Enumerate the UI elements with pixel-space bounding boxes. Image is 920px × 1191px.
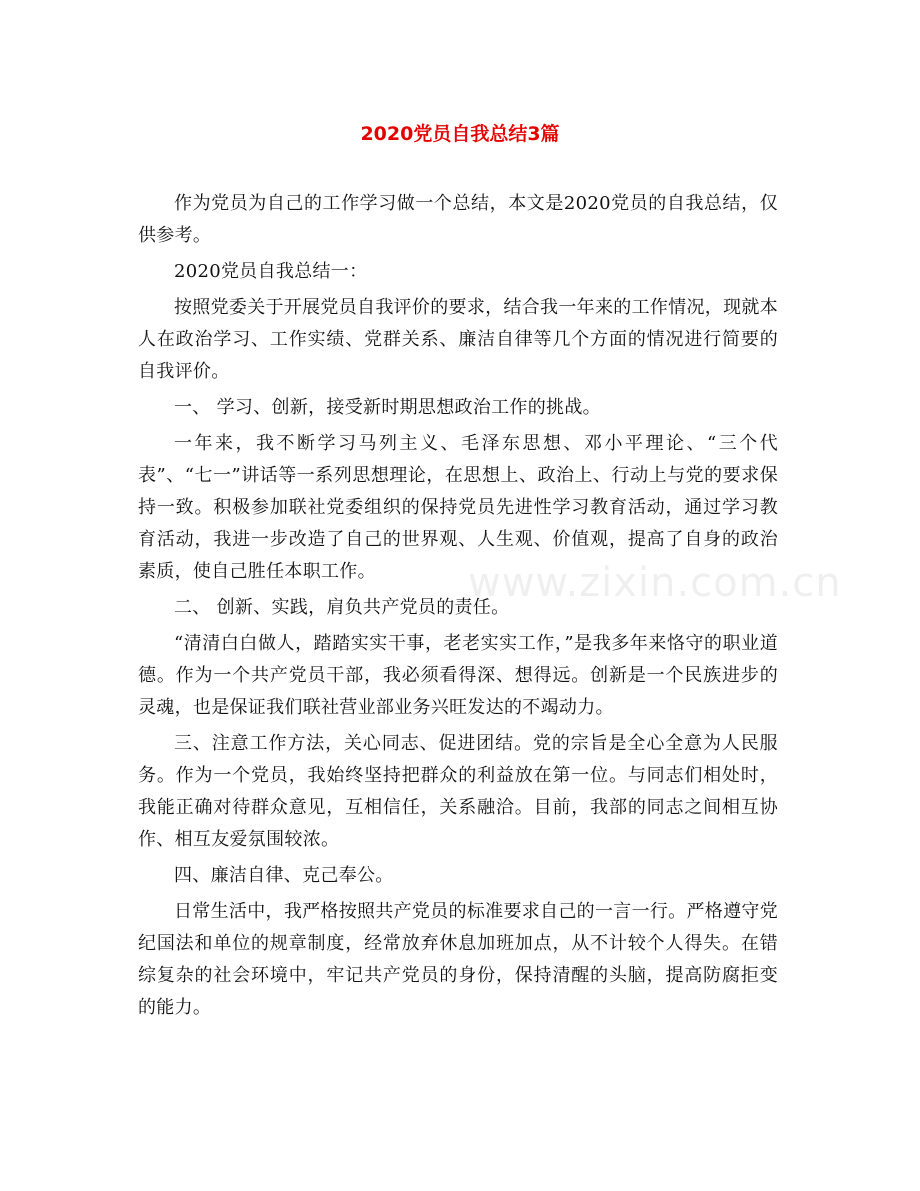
watermark-text: www.zixin.com.cn xyxy=(468,560,842,606)
paragraph-section-heading: 2020党员自我总结一： xyxy=(174,261,368,282)
paragraph-intro: 作为党员为自己的工作学习做一个总结，本文是2020党员的自我总结，仅供参考。 xyxy=(138,193,778,246)
paragraph-point-1-heading: 一、 学习、创新，接受新时期思想政治工作的挑战。 xyxy=(174,397,601,418)
paragraph-point-4-heading: 四、廉洁自律、克己奉公。 xyxy=(174,865,394,886)
document-title: 2020党员自我总结3篇 xyxy=(360,123,560,145)
paragraph-point-4-body: 日常生活中，我严格按照共产党员的标准要求自己的一言一行。严格遵守党纪国法和单位的规章制度，经常放弃休息加班加点，从不计较个人得失。在错综复杂的社会环境中，牢记共产党员的身份，保持清醒的头脑，提高防腐拒变的能力。 xyxy=(138,901,778,1018)
paragraph-point-3: 三、注意工作方法，关心同志、促进团结。党的宗旨是全心全意为人民服务。作为一个党员，我始终坚持把群众的利益放在第一位。与同志们相处时，我能正确对待群众意见，互相信任，关系融洽。目前，我部的同志之间相互协作、相互友爱氛围较浓。 xyxy=(138,733,778,850)
paragraph-point-1-body: 一年来，我不断学习马列主义、毛泽东思想、邓小平理论、“三个代表”、“七一”讲话等一系列思想理论，在思想上、政治上、行动上与党的要求保持一致。积极参加联社党委组织的保持党员先进性学习教育活动，通过学习教育活动，我进一步改造了自己的世界观、人生观、价值观，提高了自身的政治素质，使自己胜任本职工作。 xyxy=(138,433,778,582)
paragraph-point-2-body: “清清白白做人，踏踏实实干事，老老实实工作，”是我多年来恪守的职业道德。作为一个共产党员干部，我必须看得深、想得远。创新是一个民族进步的灵魂，也是保证我们联社营业部业务兴旺发达的不竭动力。 xyxy=(138,633,778,718)
paragraph-self-evaluation: 按照党委关于开展党员自我评价的要求，结合我一年来的工作情况，现就本人在政治学习、工作实绩、党群关系、廉洁自律等几个方面的情况进行简要的自我评价。 xyxy=(138,297,778,382)
paragraph-point-2-heading: 二、 创新、实践，肩负共产党员的责任。 xyxy=(174,597,510,618)
document-body xyxy=(138,188,778,1028)
